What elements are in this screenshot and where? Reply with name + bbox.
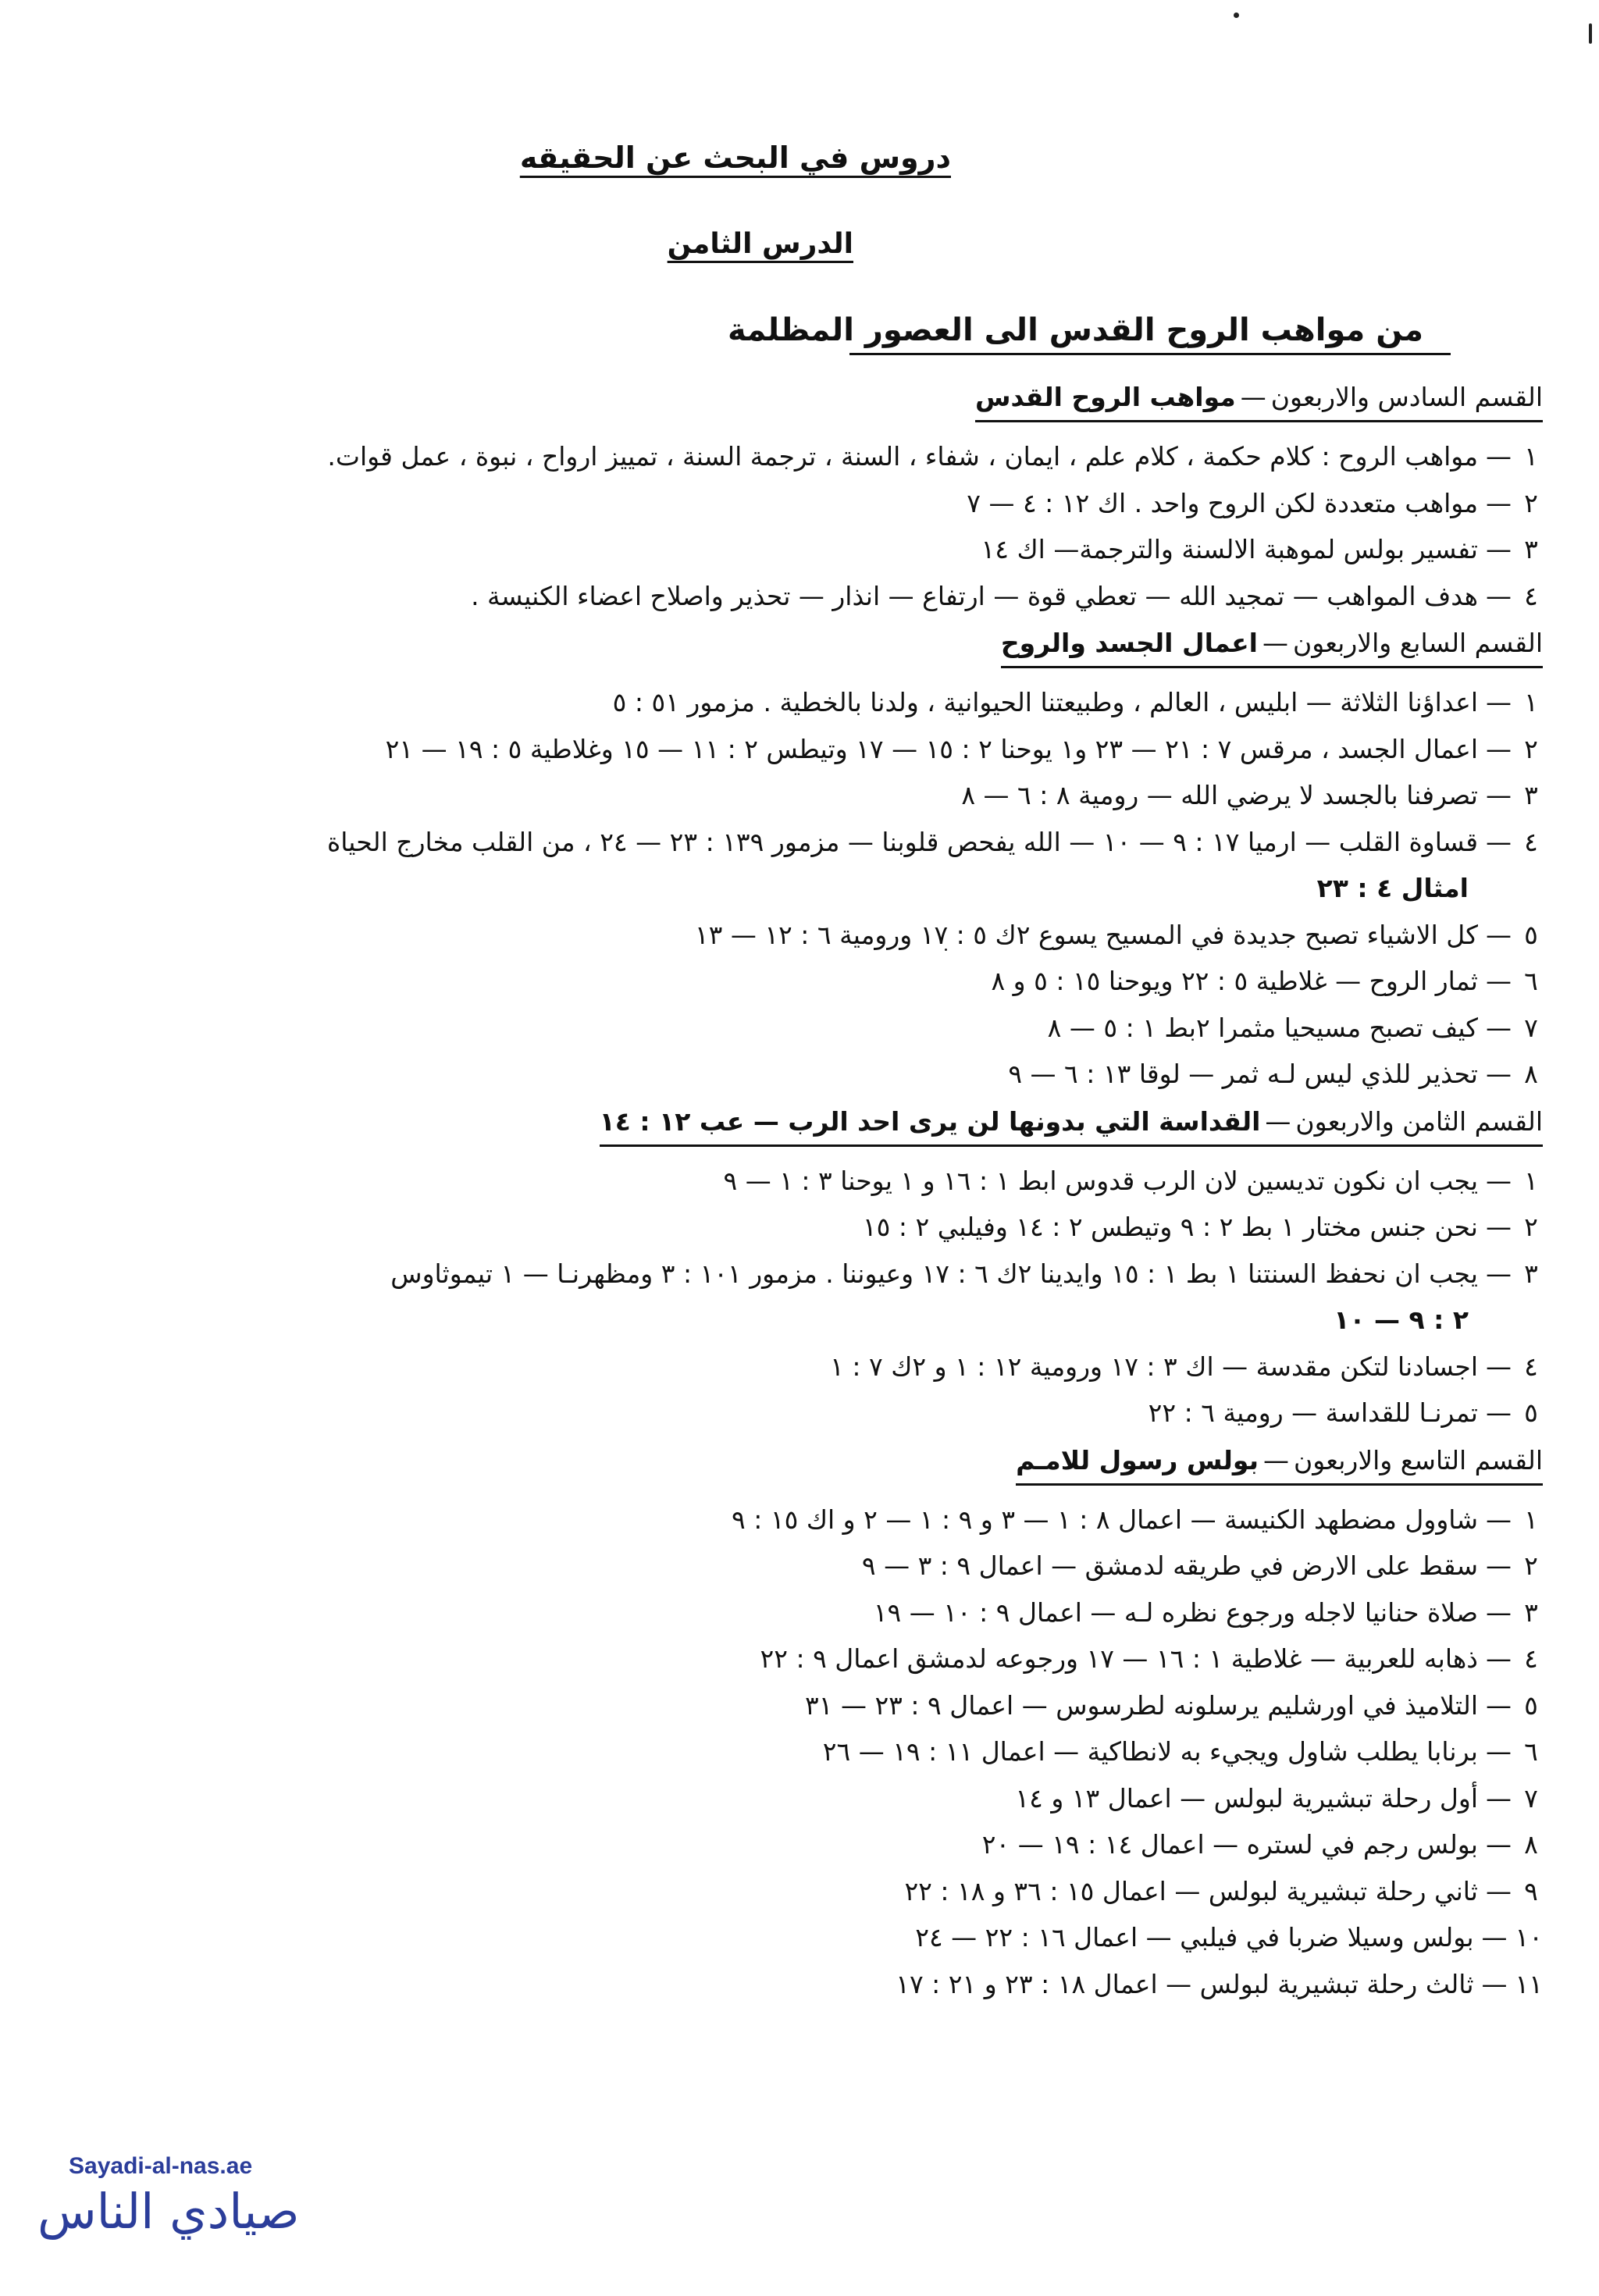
list-item-text: قساوة القلب — ارميا ١٧ : ٩ — ١٠ — الله يفحص قلوبنا — مزمور ١٣٩ : ٢٣ — ٢٤ ، من القلب مخارج الحياة <box>326 826 1478 857</box>
list-item <box>36 1051 1543 1098</box>
scan-speck <box>1589 23 1592 44</box>
list-item-number: ٩ <box>1524 1875 1538 1906</box>
list-item-number: ٤ <box>1524 1643 1538 1674</box>
list-item-number: ٨ <box>1524 1829 1538 1860</box>
list-item-number: ٣ <box>1524 1258 1538 1289</box>
list-item-text: تحذير للذي ليس لـه ثمر — لوقا ١٣ : ٦ — ٩ <box>1008 1059 1478 1089</box>
list-item-number: ٦ <box>1524 966 1538 996</box>
list-item-dash: — <box>1486 1829 1512 1860</box>
list-item <box>36 1868 1543 1915</box>
list-item-dash: — <box>1486 1875 1512 1906</box>
section-heading <box>1016 1443 1543 1486</box>
list-item <box>36 1390 1543 1436</box>
list-item-number: ٦ <box>1524 1736 1538 1767</box>
list-item <box>36 1344 1543 1390</box>
list-item-text: تمرنـا للقداسة — رومية ٦ : ٢٢ <box>1148 1397 1478 1428</box>
list-item-text: امثال ٤ : ٢٣ <box>1316 873 1469 903</box>
list-item-text: كل الاشياء تصبح جديدة في المسيح يسوع ٢ك ٥ : ١٧ ورومية ٦ : ١٢ — ١٣ <box>694 919 1478 950</box>
section-heading <box>600 1104 1543 1147</box>
section-dash: — <box>1265 1105 1291 1137</box>
list-item-number: ٢ <box>1524 1550 1538 1581</box>
section-title: مواهب الروح القدس <box>974 382 1236 412</box>
list-item-text: بولس وسيلا ضربا في فيلبي — اعمال ١٦ : ٢٢ — ٢٤ <box>915 1922 1474 1952</box>
list-item-dash: — <box>1486 1258 1512 1289</box>
list-item-continuation <box>36 865 1543 912</box>
section-dash: — <box>1263 1444 1289 1475</box>
list-item-dash: — <box>1486 919 1512 950</box>
list-item <box>36 726 1543 773</box>
list-item-text: أول رحلة تبشيرية لبولس — اعمال ١٣ و ١٤ <box>1015 1782 1478 1814</box>
list-item-number: ٣ <box>1524 1597 1538 1628</box>
list-item <box>36 1914 1543 1961</box>
list-item-text: ثالث رحلة تبشيرية لبولس — اعمال ١٨ : ٢٣ و ٢١ : ١٧ <box>896 1968 1474 1999</box>
list-item-number: ١ <box>1524 687 1538 717</box>
list-item-number: ٧ <box>1524 1012 1538 1043</box>
main-title: من مواهب الروح القدس الى العصور المظلمة <box>727 312 1423 348</box>
list-item-number: ٥ <box>1524 919 1538 950</box>
list-item-dash: — <box>1486 1782 1512 1814</box>
list-item-number: ٥ <box>1524 1689 1538 1721</box>
list-item-text: سقط على الارض في طريقه لدمشق — اعمال ٩ : ٣ — ٩ <box>861 1550 1478 1581</box>
list-item <box>36 819 1543 866</box>
section-number-label: القسم الثامن والاربعون <box>1295 1105 1543 1137</box>
section <box>36 1098 1543 1436</box>
section <box>36 619 1543 1098</box>
list-item-dash: — <box>1486 1736 1512 1767</box>
list-item-text: نحن جنس مختار ١ بط ٢ : ٩ وتيطس ٢ : ١٤ وفيلبي ٢ : ١٥ <box>862 1212 1478 1242</box>
list-item <box>36 1775 1543 1822</box>
list-item-dash: — <box>1486 487 1512 518</box>
list-item-number: ٥ <box>1524 1397 1538 1428</box>
list-item <box>36 433 1543 480</box>
list-item <box>36 1821 1543 1868</box>
list-item-text: ذهابه للعربية — غلاطية ١ : ١٦ — ١٧ ورجوعه لدمشق اعمال ٩ : ٢٢ <box>760 1643 1478 1674</box>
section-number-label: القسم السابع والاربعون <box>1292 628 1543 658</box>
list-item-number: ٢ <box>1524 1212 1538 1242</box>
list-item-text: كيف تصبح مسيحيا مثمرا ٢بط ١ : ٥ — ٨ <box>1047 1012 1478 1043</box>
section-dash: — <box>1262 628 1288 658</box>
list-item-text: هدف المواهب — تمجيد الله — تعطي قوة — ارتفاع — انذار — تحذير واصلاح اعضاء الكنيسة . <box>471 580 1478 611</box>
section-title: القداسة التي بدونها لن يرى احد الرب — عب ١٢ : ١٤ <box>599 1105 1261 1137</box>
section <box>36 1436 1543 2008</box>
list-item-text: بولس رجم في لستره — اعمال ١٤ : ١٩ — ٢٠ <box>981 1829 1478 1860</box>
watermark-latin: Sayadi-al-nas.ae <box>69 2153 253 2179</box>
list-item <box>36 958 1543 1005</box>
list-item-text: صلاة حنانيا لاجله ورجوع نظره لـه — اعمال ٩ : ١٠ — ١٩ <box>873 1597 1478 1628</box>
list-item <box>36 1636 1543 1682</box>
list-item-text: ثاني رحلة تبشيرية لبولس — اعمال ١٥ : ٣٦ و ١٨ : ٢٢ <box>904 1875 1478 1906</box>
list-item-dash: — <box>1486 534 1512 564</box>
section <box>36 373 1543 619</box>
list-item-dash: — <box>1486 1689 1512 1721</box>
list-item <box>36 1543 1543 1589</box>
list-item-number: ٣ <box>1524 534 1538 564</box>
scan-speck <box>1234 12 1239 18</box>
list-item-number: ٢ <box>1524 733 1538 764</box>
main-title-underline <box>849 353 1451 355</box>
list-item-number: ١١ <box>1515 1968 1543 1999</box>
list-item <box>36 480 1543 527</box>
section-number-label: القسم التاسع والاربعون <box>1294 1444 1543 1475</box>
list-item-text: برنابا يطلب شاول ويجيء به لانطاكية — اعمال ١١ : ١٩ — ٢٦ <box>822 1736 1478 1767</box>
list-item <box>36 1682 1543 1729</box>
list-item-text: مواهب الروح : كلام حكمة ، كلام علم ، ايمان ، شفاء ، السنة ، ترجمة السنة ، تمييز ارواح ، نبوة ، عمل قوات. <box>327 441 1478 472</box>
list-item <box>36 1158 1543 1205</box>
sections-container <box>36 373 1543 2007</box>
list-item-text: اعمال الجسد ، مرقس ٧ : ٢١ — ٢٣ و١ يوحنا ٢ : ١٥ — ١٧ وتيطس ٢ : ١١ — ١٥ وغلاطية ٥ : ١٩ — ٢١ <box>385 733 1478 764</box>
list-item-dash: — <box>1486 780 1512 810</box>
list-item-text: اعداؤنا الثلاثة — ابليس ، العالم ، وطبيعتنا الحيوانية ، ولدنا بالخطية . مزمور ٥١ : ٥ <box>612 687 1478 717</box>
document-title: دروس في البحث عن الحقيقه <box>519 141 951 175</box>
list-item-text: التلاميذ في اورشليم يرسلونه لطرسوس — اعمال ٩ : ٢٣ — ٣١ <box>805 1689 1478 1721</box>
list-item-number: ٣ <box>1524 780 1538 810</box>
list-item-text: اجسادنا لتكن مقدسة — اك ٣ : ١٧ ورومية ١٢ : ١ و ٢ك ٧ : ١ <box>830 1351 1478 1382</box>
list-item-number: ١ <box>1524 1165 1538 1196</box>
list-item-number: ٧ <box>1524 1782 1538 1814</box>
list-item-dash: — <box>1486 733 1512 764</box>
section-number-label: القسم السادس والاربعون <box>1270 382 1543 412</box>
list-item-number: ٤ <box>1524 826 1538 857</box>
list-item-dash: — <box>1486 1550 1512 1581</box>
list-item-text: تصرفنا بالجسد لا يرضي الله — رومية ٨ : ٦ — ٨ <box>961 780 1478 810</box>
list-item-dash: — <box>1486 441 1512 472</box>
watermark-arabic: صيادي الناس <box>37 2183 300 2240</box>
section-title: بولس رسول للامـم <box>1016 1444 1259 1475</box>
list-item <box>36 1589 1543 1636</box>
list-item-number: ٤ <box>1524 580 1538 611</box>
list-item-number: ١٠ <box>1515 1922 1543 1952</box>
list-item-text: يجب ان نحفظ السنتنا ١ بط ١ : ١٥ وايدينا ٢ك ٦ : ١٧ وعيوننا . مزمور ١٠١ : ٣ ومظهرنـا — ١ تيموثاوس <box>390 1258 1478 1289</box>
list-item <box>36 526 1543 573</box>
list-item-dash: — <box>1486 966 1512 996</box>
list-item-text: مواهب متعددة لكن الروح واحد . اك ١٢ : ٤ — ٧ <box>967 487 1478 518</box>
list-item-text: تفسير بولس لموهبة الالسنة والترجمة— اك ١٤ <box>981 534 1478 564</box>
list-item <box>36 912 1543 959</box>
list-item-dash: — <box>1486 1397 1512 1428</box>
list-item-dash: — <box>1486 1597 1512 1628</box>
list-item-dash: — <box>1486 826 1512 857</box>
list-item <box>36 1961 1543 2008</box>
list-item-number: ٨ <box>1524 1059 1538 1089</box>
watermark-logo <box>37 2153 334 2240</box>
list-item <box>36 1497 1543 1543</box>
list-item <box>36 1204 1543 1251</box>
list-item-continuation <box>36 1297 1543 1344</box>
list-item-dash: — <box>1486 1351 1512 1382</box>
list-item-dash: — <box>1486 1059 1512 1089</box>
list-item-number: ٢ <box>1524 487 1538 518</box>
section-title: اعمال الجسد والروح <box>1000 628 1258 658</box>
list-item-dash: — <box>1486 1643 1512 1674</box>
list-item-text: ٢ : ٩ — ١٠ <box>1334 1305 1469 1335</box>
list-item-dash: — <box>1481 1968 1508 1999</box>
list-item-dash: — <box>1486 687 1512 717</box>
list-item <box>36 1251 1543 1298</box>
list-item-dash: — <box>1486 1165 1512 1196</box>
list-item-number: ٤ <box>1524 1351 1538 1382</box>
list-item-dash: — <box>1486 1504 1512 1535</box>
lesson-title: الدرس الثامن <box>667 228 853 260</box>
list-item-dash: — <box>1481 1922 1508 1952</box>
list-item-dash: — <box>1486 1012 1512 1043</box>
list-item-dash: — <box>1486 580 1512 611</box>
list-item-text: يجب ان نكون تديسين لان الرب قدوس ابط ١ : ١٦ و ١ يوحنا ٣ : ١ — ٩ <box>723 1165 1478 1196</box>
list-item-text: ثمار الروح — غلاطية ٥ : ٢٢ ويوحنا ١٥ : ٥ و ٨ <box>991 966 1478 996</box>
list-item <box>36 1728 1543 1775</box>
section-heading <box>975 379 1543 422</box>
section-dash: — <box>1240 382 1266 412</box>
list-item-dash: — <box>1486 1212 1512 1242</box>
list-item-number: ١ <box>1524 441 1538 472</box>
list-item <box>36 772 1543 819</box>
list-item-text: شاوول مضطهد الكنيسة — اعمال ٨ : ١ — ٣ و ٩ : ١ — ٢ و اك ١٥ : ٩ <box>732 1504 1478 1535</box>
list-item-number: ١ <box>1524 1504 1538 1535</box>
section-heading <box>1001 625 1543 668</box>
list-item <box>36 573 1543 620</box>
list-item <box>36 679 1543 726</box>
list-item <box>36 1005 1543 1052</box>
